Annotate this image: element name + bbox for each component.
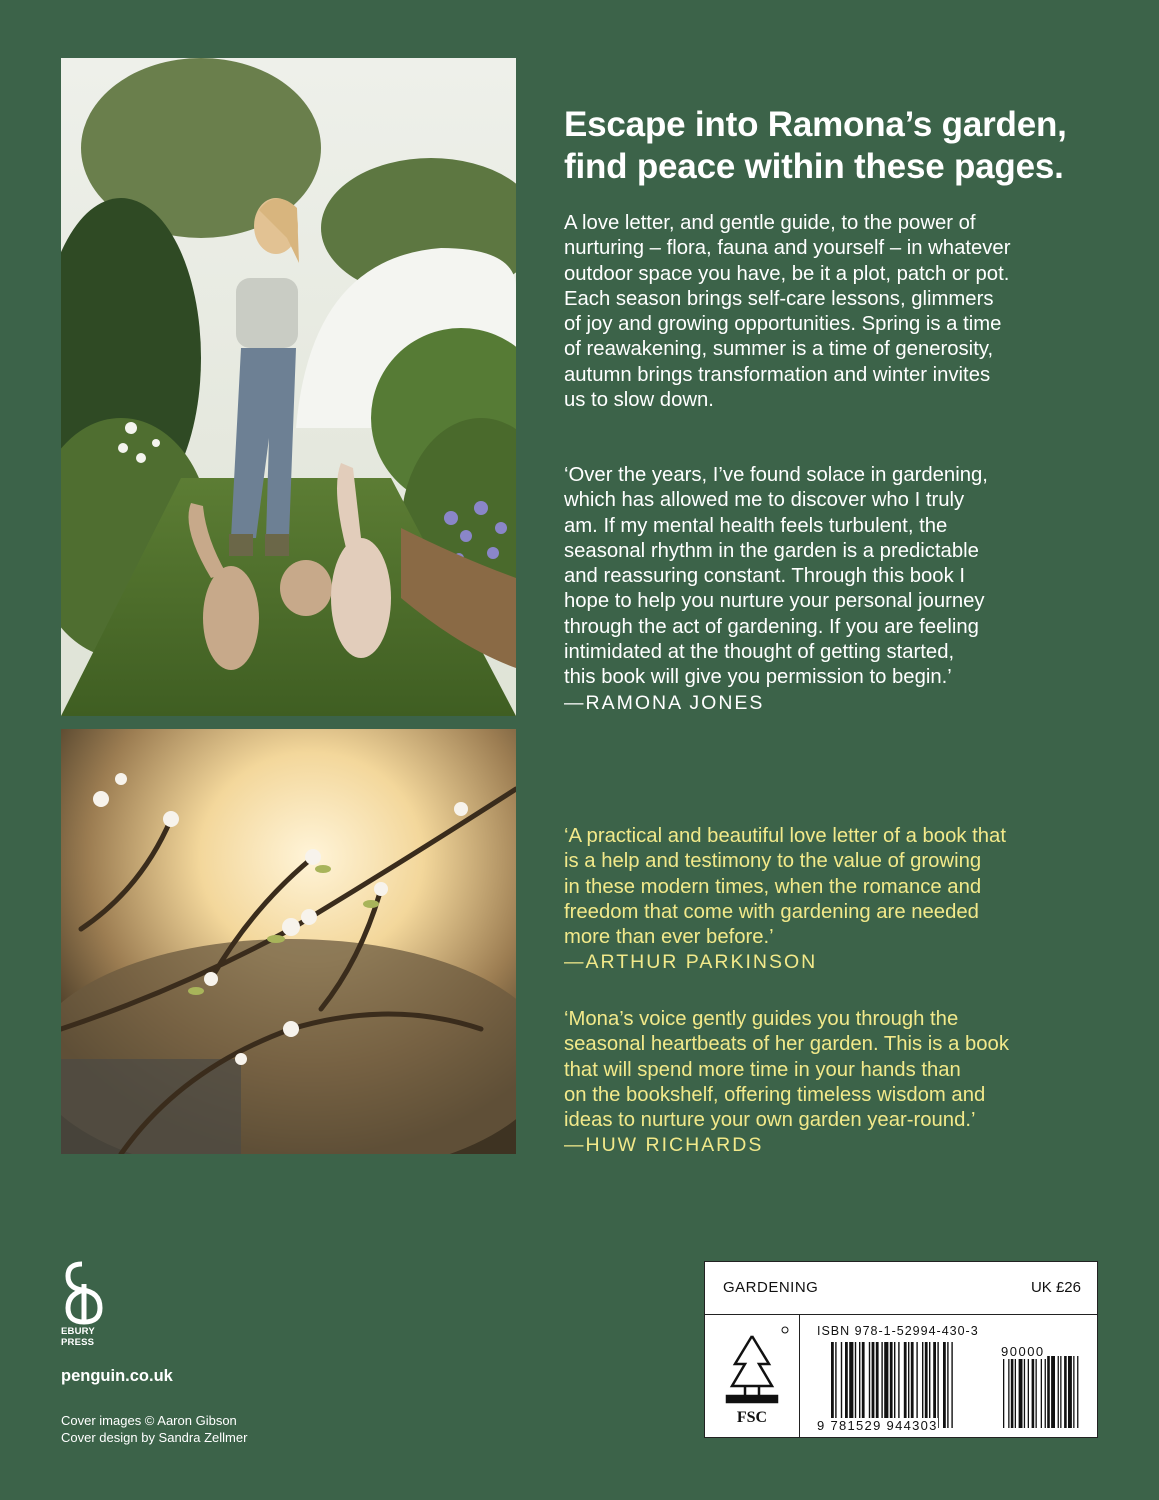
barcode-bar [835, 1342, 836, 1428]
author-quote-line: intimidated at the thought of getting started, [564, 641, 955, 664]
barcode-bar [894, 1342, 895, 1428]
author-quote-line: this book will give you permission to begin.’ [564, 666, 952, 689]
barcode-addon-bar [1041, 1356, 1042, 1428]
barcode-bar [872, 1342, 875, 1428]
garden-ducks-illustration [61, 58, 516, 716]
cover-design-credit: Cover design by Sandra Zellmer [61, 1430, 248, 1445]
isbn-number: ISBN 978-1-52994-430-3 [817, 1324, 979, 1338]
praise-line: ‘A practical and beautiful love letter of a book that [564, 825, 1006, 847]
intro-line: us to slow down. [564, 389, 714, 412]
praise-line: in these modern times, when the romance and [564, 875, 982, 898]
barcode-bar [862, 1342, 865, 1428]
barcode-bar [943, 1342, 946, 1428]
back-cover-headline [564, 104, 1124, 188]
barcode-addon-bar [1068, 1356, 1072, 1428]
barcode-addon-bar [1060, 1356, 1061, 1428]
intro-line: outdoor space you have, be it a plot, patch or pot. [564, 262, 1010, 285]
praise-line: ideas to nurture your own garden year-round.’ [564, 1109, 976, 1132]
barcode-addon-bar [1008, 1356, 1009, 1428]
author-quote-line: which has allowed me to discover who I truly [564, 489, 965, 512]
fsc-logo [705, 1314, 800, 1437]
ean-digits: 9 781529 944303 [817, 1418, 938, 1433]
barcode-bar [898, 1342, 899, 1428]
cover-credits [61, 1412, 247, 1446]
barcode-bar [937, 1342, 938, 1428]
barcode-bar [841, 1342, 842, 1428]
barcode-bar [890, 1342, 893, 1428]
barcode-addon-bar [1019, 1356, 1023, 1428]
author-quote-line: and reassuring constant. Through this book I [564, 565, 965, 588]
praise-quote-2 [564, 1007, 1124, 1159]
book-price: UK £26 [1030, 1279, 1081, 1296]
barcode-bar [929, 1342, 930, 1428]
barcode-bar [876, 1342, 879, 1428]
barcode-panel [704, 1261, 1098, 1438]
barcode-addon-bar [1028, 1356, 1029, 1428]
author-quote-attribution: —RAMONA JONES [564, 691, 765, 714]
barcode-addon-bar [1011, 1356, 1014, 1428]
intro-line: of reawakening, summer is a time of generosity, [564, 338, 994, 361]
publisher-imprint [61, 1326, 95, 1348]
fsc-label: FSC [736, 1409, 768, 1426]
barcode-addon-bar [1045, 1356, 1046, 1428]
author-quote [564, 463, 1124, 716]
garden-ducks-photo [61, 58, 516, 716]
barcode-bar [855, 1342, 856, 1428]
barcode-panel-header [705, 1262, 1097, 1315]
barcode-bar [911, 1342, 914, 1428]
headline-line-1: Escape into Ramona’s garden, [564, 105, 1067, 144]
barcode-bar [922, 1342, 923, 1428]
praise-line: on the bookshelf, offering timeless wisdom and [564, 1083, 986, 1106]
headline-line-2: find peace within these pages. [564, 147, 1064, 186]
intro-line: A love letter, and gentle guide, to the power of [564, 212, 976, 234]
barcode-addon-bar [1077, 1356, 1078, 1428]
praise-line: that will spend more time in your hands than [564, 1058, 961, 1081]
imprint-line-2: PRESS [61, 1337, 95, 1348]
fsc-tree-icon [705, 1314, 799, 1437]
praise-line: ‘Mona’s voice gently guides you through the [564, 1008, 959, 1030]
barcode-bar [831, 1342, 834, 1428]
barcode-bar [933, 1342, 936, 1428]
barcode-addon-bar [1073, 1356, 1074, 1428]
publisher-website: penguin.co.uk [61, 1367, 173, 1385]
praise-attribution: —ARTHUR PARKINSON [564, 951, 818, 974]
barcode-addon-bar [1032, 1356, 1035, 1428]
author-quote-line: hope to help you nurture your personal journey [564, 590, 985, 613]
praise-line: is a help and testimony to the value of growing [564, 850, 982, 873]
barcode-addon-bar [1058, 1356, 1059, 1428]
intro-line: nurturing – flora, fauna and yourself – in whatever [564, 237, 1011, 260]
intro-line: of joy and growing opportunities. Spring is a time [564, 313, 1002, 336]
barcode-bar [951, 1342, 952, 1428]
ean-addon-digits: 90000 [1001, 1344, 1045, 1359]
barcode-bar [947, 1342, 948, 1428]
barcode-bar [884, 1342, 888, 1428]
barcode-bar [859, 1342, 860, 1428]
author-quote-line: seasonal rhythm in the garden is a predictable [564, 539, 979, 562]
barcode-bar [869, 1342, 870, 1428]
barcode-bar [845, 1342, 848, 1428]
barcode-addon-bar [1036, 1356, 1037, 1428]
praise-quote-1 [564, 824, 1124, 976]
praise-line: seasonal heartbeats of her garden. This is a book [564, 1033, 1009, 1056]
barcode-bar [916, 1342, 917, 1428]
barcode-addon-bar [1003, 1356, 1004, 1428]
praise-line: freedom that come with gardening are needed [564, 900, 979, 923]
praise-attribution: —HUW RICHARDS [564, 1134, 764, 1157]
intro-line: Each season brings self-care lessons, glimmers [564, 287, 994, 310]
blossom-sunset-photo [61, 729, 516, 1154]
praise-line: more than ever before.’ [564, 926, 774, 949]
cover-images-credit: Cover images © Aaron Gibson [61, 1413, 237, 1428]
barcode-bar [881, 1342, 882, 1428]
author-quote-line: am. If my mental health feels turbulent, the [564, 514, 948, 537]
barcode-addon-bar [1047, 1356, 1050, 1428]
barcode-addon-bar [1064, 1356, 1067, 1428]
intro-blurb [564, 211, 1124, 413]
barcode-bar [925, 1342, 928, 1428]
barcode-addon-bar [1051, 1356, 1055, 1428]
barcode-bar [908, 1342, 909, 1428]
barcode-addon-bar [1015, 1356, 1016, 1428]
imprint-line-1: EBURY [61, 1326, 95, 1337]
author-quote-line: through the act of gardening. If you are feeling [564, 615, 979, 638]
author-quote-line: ‘Over the years, I’ve found solace in gardening, [564, 464, 988, 486]
barcode-bar [849, 1342, 853, 1428]
intro-line: autumn brings transformation and winter invites [564, 363, 991, 386]
blossom-sunset-illustration [61, 729, 516, 1154]
barcode-addon-bar [1024, 1356, 1025, 1428]
barcode-bar [904, 1342, 907, 1428]
book-category: GARDENING [723, 1279, 819, 1296]
